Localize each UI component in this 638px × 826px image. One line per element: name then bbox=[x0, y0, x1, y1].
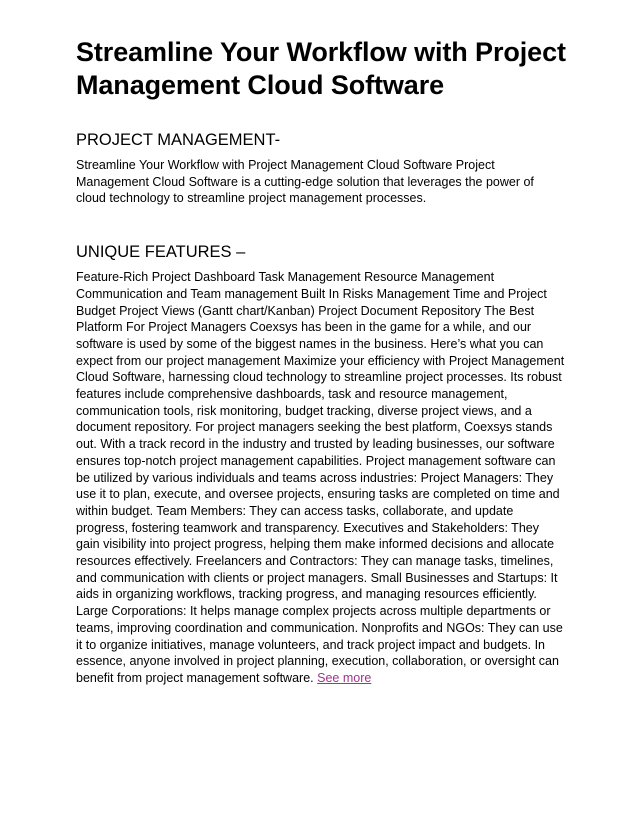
section-heading-project-management: PROJECT MANAGEMENT- bbox=[76, 131, 281, 149]
section-body-unique-features bbox=[76, 269, 566, 687]
document-title: Streamline Your Workflow with Project Management Cloud Software bbox=[76, 37, 566, 100]
see-more-link[interactable]: See more bbox=[317, 670, 372, 685]
section-heading-unique-features: UNIQUE FEATURES – bbox=[76, 243, 246, 262]
unique-features-text: Feature-Rich Project Dashboard Task Management Resource Management Communication and Team management Built In Risks Management Time and Project Budget Project Views (Gantt chart/Kanban) Project Document Repository The Best Platform For Project Managers Coexsys has been in the game for a while, and our software is used by some of the biggest names in the business. Here’s what you can expect from our project management Maximize your efficiency with Project Management Cloud Software, harnessing cloud technology to streamline project processes. Its robust features include comprehensive dashboards, task and resource management, communication tools, risk monitoring, budget tracking, diverse project views, and a document repository. For project managers seeking the best platform, Coexsys stands out. With a track record in the industry and trusted by leading businesses, our software ensures top-notch project management capabilities. Project management software can be utilized by various individuals and teams across industries: Project Managers: They use it to plan, execute, and oversee projects, ensuring tasks are completed on time and within budget. Team Members: They can access tasks, collaborate, and update progress, fostering teamwork and transparency. Executives and Stakeholders: They gain visibility into project progress, helping them make informed decisions and allocate resources effectively. Freelancers and Contractors: They can manage tasks, timelines, and communication with clients or project managers. Small Businesses and Startups: It aids in organizing workflows, tracking progress, and managing resources efficiently. Large Corporations: It helps manage complex projects across multiple departments or teams, improving coordination and communication. Nonprofits and NGOs: They can use it to organize initiatives, manage volunteers, and track project impact and budgets. In essence, anyone involved in project planning, execution, collaboration, or oversight can benefit from project management software. bbox=[76, 270, 565, 685]
document-page bbox=[76, 36, 566, 687]
section-body-project-management: Streamline Your Workflow with Project Management Cloud Software Project Management Cloud Software is a cutting-edge solution that leverages the power of cloud technology to streamline project management processes. bbox=[76, 158, 534, 206]
